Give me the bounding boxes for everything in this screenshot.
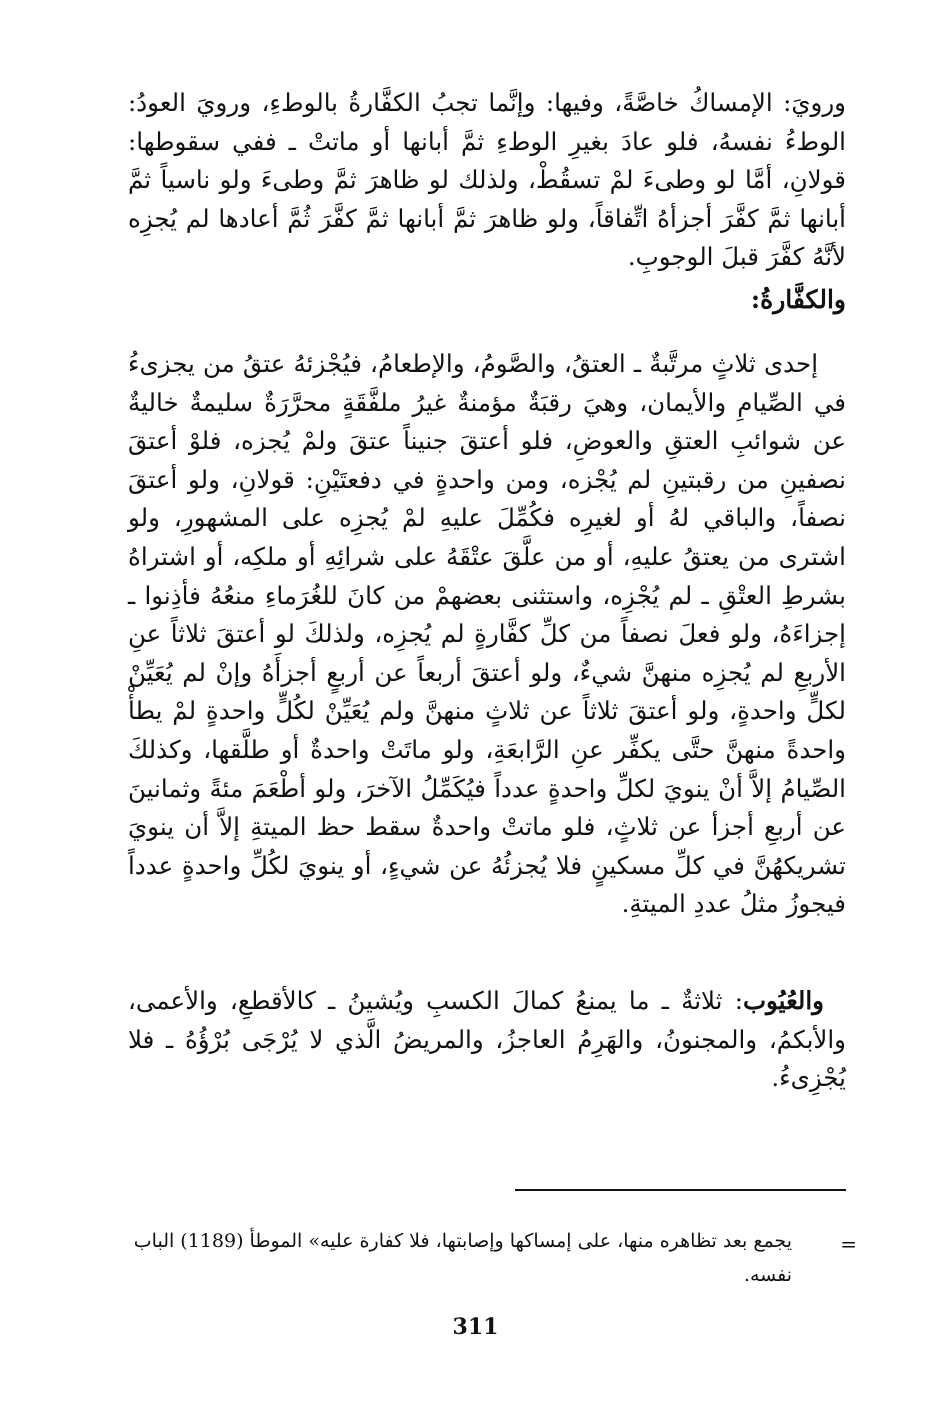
page-number: 311 [452,1314,499,1340]
section-heading: والكفَّارةُ: [750,285,846,314]
paragraph-3 [128,982,846,1098]
footnote: يجمع بعد تظاهره منها، على إمساكها وإصابتها، فلا كفارة عليه» الموطأ (1189) الباب نفسه. [133,1230,792,1286]
paragraph-3-text: : ثلاثةٌ ـ ما يمنعُ كمالَ الكسبِ ويُشينُ ـ كالأقطعِ، والأعمى، والأبكمُ، والمجنونُ، والهَرِمُ العاجزُ، والمريضُ الَّذي لا يُرْجَى بُرْؤُهُ ـ فلا يُجْزِىءُ. [128,986,846,1093]
paragraph-1: ورويَ: الإمساكُ خاصَّةً، وفيها: وإنَّما تجبُ الكفَّارةُ بالوطءِ، ورويَ العودُ: الوطءُ نفسهُ، فلو عادَ بغيرِ الوطءِ ثمَّ أبانها أو ماتتْ ـ ففي سقوطها: قولانِ، أمَّا لو وطىءَ لمْ تسقُطْ، ولذلك لو ظاهرَ ثمَّ وطىءَ ولو ناسياً ثمَّ أبانها ثمَّ كفَّرَ أجزأهُ اتِّفاقاً، ولو ظاهرَ ثمَّ أبانها ثمَّ كفَّرَ ثُمَّ أعادها لم يُجزِه لأنَّهُ كفَّرَ قبلَ الوجوبِ. [128,88,846,272]
footnote-divider [515,1189,846,1191]
paragraph-2: إحدى ثلاثٍ مرتَّبةٌ ـ العتقُ، والصَّومُ، والإطعامُ، فيُجْزئهُ عتقُ من يجزىءُ في الصِّيامِ والأيمان، وهيَ رقبَةٌ مؤمنةٌ غيرُ ملفَّقَةٍ محرَّرَةٌ سليمةٌ خاليةٌ عن شوائبِ العتقِ والعوضِ، فلو أعتقَ جنيناً عتقَ ولمْ يُجزه، فلوْ أعتقَ نصفينِ من رقبتينِ لم يُجْزه، ومن واحدةٍ في دفعتَيْنِ: قولانِ، ولو أعتقَ نصفاً، والباقي لهُ أو لغيرِه فكُمِّلَ عليهِ لمْ يُجزِه على المشهورِ، ولو اشترى من يعتقُ عليهِ، أو من علَّقَ عتْقَهُ على شرائِهِ أو ملكِه، أو اشتراهُ بشرطِ العتْقِ ـ لم يُجْزِه، واستثنى بعضهمْ من كانَ للغُرَماءِ منعُهُ فأذِنوا ـ إجزاءَهُ، ولو فعلَ نصفاً من كلِّ كفَّارةٍ لم يُجزِه، ولذلكَ لو أعتقَ ثلاثاً عنِ الأربعِ لم يُجزِه منهنَّ شيءٌ، ولو أعتقَ أربعاً عن أربعٍ أجزأَهُ وإنْ لم يُعَيِّنْ لكلٍّ واحدةٍ، ولو أعتقَ ثلاثاً عن ثلاثٍ منهنَّ ولم يُعَيِّنْ لكُلٍّ واحدةٍ لمْ يطأْ واحدةً منهنَّ حتَّى يكفِّر عنِ الرَّابعَةِ، ولو ماتَتْ واحدةٌ أو طلَّقها، وكذلكَ الصِّيامُ إلاَّ أنْ ينويَ لكلِّ واحدةٍ عدداً فيُكَمِّلُ الآخرَ، ولو أطْعَمَ مئةً وثمانينَ عن أربعِ أجزأ عن ثلاثٍ، فلو ماتتْ واحدةٌ سقط حظ الميتةِ إلاَّ أن ينويَ تشريكهُنَّ في كلِّ مسكينٍ فلا يُجزئُهُ عن شيءٍ، أو ينويَ لكُلِّ واحدةٍ عدداً فيجوزُ مثلُ عددِ الميتةِ. [128,349,846,919]
paragraph-3-keyword: والعُيُوب [742,986,824,1015]
footnote-continuation-marker: = [840,1232,857,1256]
